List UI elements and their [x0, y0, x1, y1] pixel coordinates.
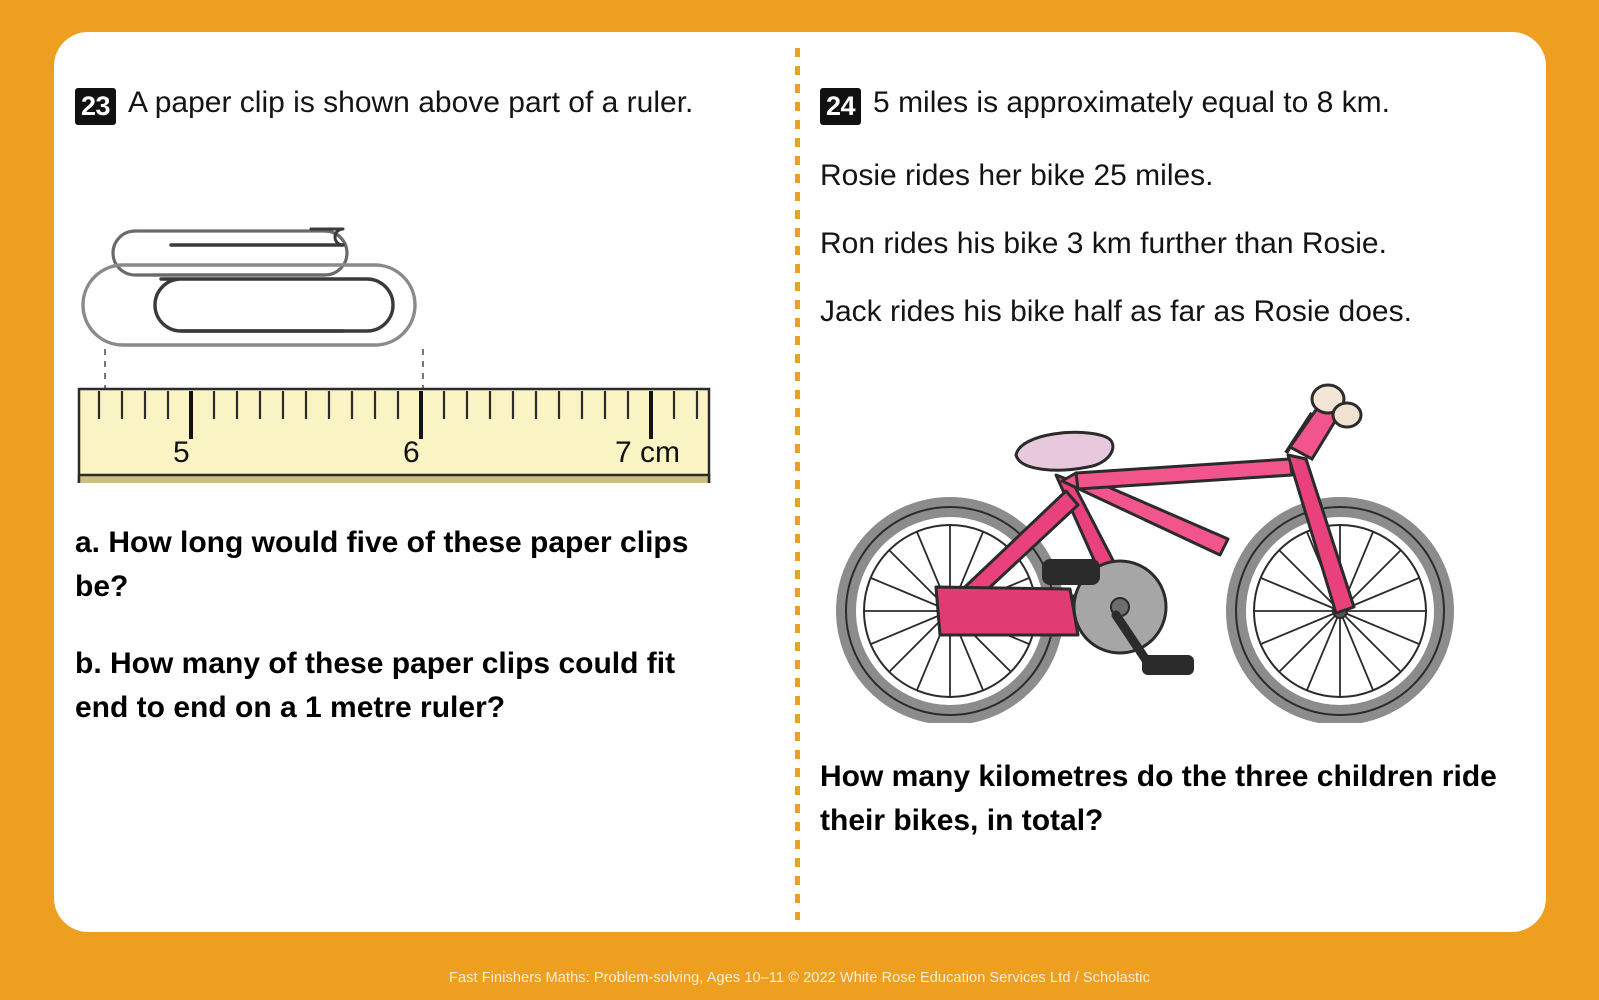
paperclip-ruler-illustration	[75, 153, 735, 483]
handlebars	[1286, 385, 1361, 459]
question-23-number: 23	[75, 88, 116, 125]
ruler-label-6: 6	[403, 436, 420, 469]
rear-block	[1042, 559, 1100, 585]
question-23-panel	[75, 80, 765, 900]
column-divider	[795, 48, 800, 920]
question-24-line-1: 5 miles is approximately equal to 8 km.	[873, 86, 1390, 119]
question-24-panel	[820, 80, 1510, 900]
bicycle-illustration	[820, 363, 1480, 723]
saddle	[1016, 432, 1113, 470]
measurement-guides	[105, 349, 423, 389]
question-24-line-2: Rosie rides her bike 25 miles.	[820, 159, 1214, 192]
question-23-part-b: b. How many of these paper clips could fit end to end on a 1 metre ruler?	[75, 647, 676, 724]
ruler-label-5: 5	[173, 436, 190, 469]
question-24-line-4: Jack rides his bike half as far as Rosie does.	[820, 295, 1412, 328]
question-23-stem	[75, 80, 715, 125]
bicycle-svg	[820, 363, 1480, 723]
question-23-part-a: a. How long would five of these paper clips be?	[75, 526, 689, 603]
question-24-number: 24	[820, 88, 861, 125]
footer-credit: Fast Finishers Maths: Problem-solving, Ages 10–11 © 2022 White Rose Education Services Ltd / Scholastic	[449, 970, 1150, 986]
paper-clip-icon	[83, 229, 415, 345]
question-23-stem-text: A paper clip is shown above part of a ruler.	[128, 86, 694, 119]
ruler-label-7cm: 7 cm	[615, 436, 681, 469]
question-24-final-question: How many kilometres do the three children ride their bikes, in total?	[820, 760, 1497, 837]
paperclip-ruler-svg	[75, 153, 735, 483]
question-24-line-3: Ron rides his bike 3 km further than Rosie.	[820, 227, 1387, 260]
question-24-stem	[820, 80, 1510, 125]
